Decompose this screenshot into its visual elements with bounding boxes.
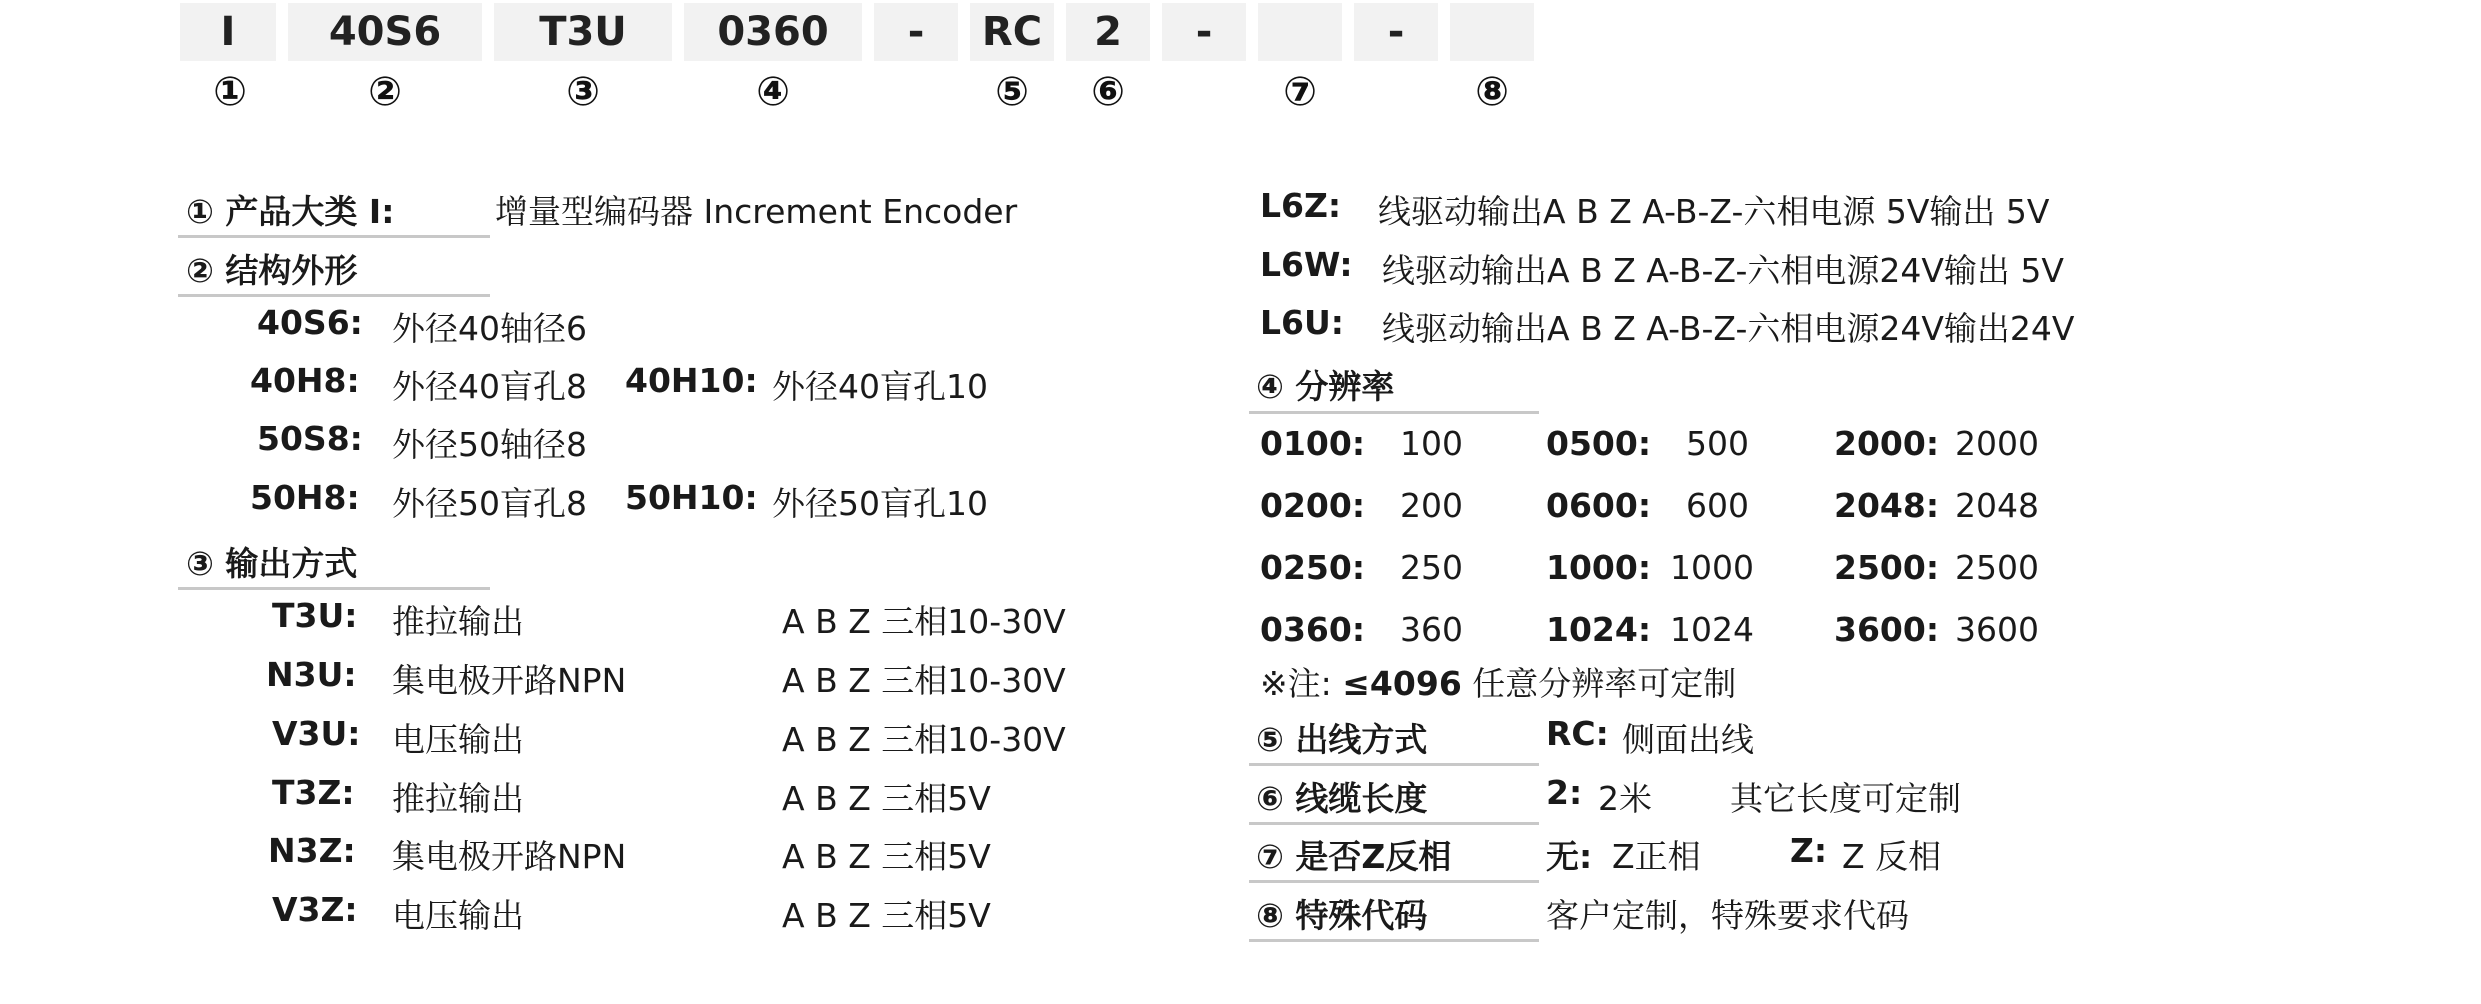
resolution-code: 0250: [1260,548,1366,587]
code-box-dash-1: - [874,3,958,61]
structure-desc: 外径40盲孔10 [772,367,988,406]
resolution-code: 0600: [1546,486,1652,525]
section4-rule [1249,411,1539,414]
output-type: 电压输出 [392,720,524,759]
resolution-code: 0360: [1260,610,1366,649]
marker-4: ④ [756,69,790,115]
resolution-code: 2500: [1834,548,1940,587]
code-box-8 [1450,3,1534,61]
resolution-value: 3600 [1955,610,2039,649]
output-code: N3U: [266,655,357,694]
structure-code: 50H8: [250,478,360,517]
marker-8: ⑧ [1475,69,1509,115]
section4-title: ④ 分辨率 [1256,367,1395,406]
section1-desc: 增量型编码器 Increment Encoder [495,192,1018,231]
output-type: 推拉输出 [392,602,524,641]
resolution-value: 2000 [1955,424,2039,463]
output-spec: A B Z 三相10-30V [782,720,1066,759]
marker-7: ⑦ [1283,69,1317,115]
structure-desc: 外径50盲孔10 [772,484,988,523]
structure-code: 40S6: [257,303,363,342]
section7-code2: Z: [1790,831,1828,870]
marker-3: ③ [566,69,600,115]
section6-rule [1249,822,1539,825]
resolution-code: 0100: [1260,424,1366,463]
resolution-code: 3600: [1834,610,1940,649]
section7-desc2: Z 反相 [1842,837,1942,876]
section6-extra: 其它长度可定制 [1730,779,1961,818]
output-spec: A B Z 三相5V [782,779,991,818]
resolution-code: 2000: [1834,424,1940,463]
line-driver-code: L6W: [1260,245,1353,284]
code-box-dash-2: - [1162,3,1246,61]
line-driver-desc: 线驱动输出A B Z A-B-Z-六相电源24V输出 5V [1382,251,2064,290]
line-driver-code: L6Z: [1260,186,1342,225]
output-code: T3Z: [272,773,355,812]
output-spec: A B Z 三相10-30V [782,661,1066,700]
resolution-code: 0200: [1260,486,1366,525]
section5-rule [1249,763,1539,766]
section6-title: ⑥ 线缆长度 [1256,779,1428,818]
line-driver-desc: 线驱动输出A B Z A-B-Z-六相电源24V输出24V [1382,309,2075,348]
resolution-code: 1024: [1546,610,1652,649]
structure-code: 50H10: [625,478,758,517]
code-box-3: T3U [494,3,672,61]
section5-title: ⑤ 出线方式 [1256,720,1428,759]
section1-rule [178,235,490,238]
marker-2: ② [368,69,402,115]
resolution-value: 500 [1686,424,1749,463]
structure-code: 40H10: [625,361,758,400]
resolution-value: 600 [1686,486,1749,525]
code-box-4: 0360 [684,3,862,61]
section2-title: ② 结构外形 [186,251,358,290]
section6-code: 2: [1546,773,1583,812]
section8-desc: 客户定制，特殊要求代码 [1546,896,1909,935]
code-box-6: 2 [1066,3,1150,61]
resolution-code: 1000: [1546,548,1652,587]
resolution-note [1260,658,1736,705]
section3-rule [178,587,490,590]
marker-5: ⑤ [995,69,1029,115]
structure-code: 50S8: [257,419,363,458]
output-code: T3U: [272,596,358,635]
section6-desc: 2米 [1598,779,1652,818]
section8-title: ⑧ 特殊代码 [1256,896,1428,935]
resolution-value: 250 [1400,548,1463,587]
structure-desc: 外径50盲孔8 [392,484,587,523]
resolution-value: 2500 [1955,548,2039,587]
resolution-code: 2048: [1834,486,1940,525]
line-driver-desc: 线驱动输出A B Z A-B-Z-六相电源 5V输出 5V [1378,192,2050,231]
section5-desc: 侧面出线 [1622,720,1754,759]
code-box-2: 40S6 [288,3,482,61]
output-code: V3U: [272,714,361,753]
output-spec: A B Z 三相5V [782,837,991,876]
section5-code: RC: [1546,714,1609,753]
resolution-value: 2048 [1955,486,2039,525]
structure-desc: 外径40轴径6 [392,309,587,348]
output-spec: A B Z 三相10-30V [782,602,1066,641]
marker-6: ⑥ [1091,69,1125,115]
section2-rule [178,294,490,297]
structure-code: 40H8: [250,361,360,400]
line-driver-code: L6U: [1260,303,1344,342]
code-box-7 [1258,3,1342,61]
section3-title: ③ 输出方式 [186,544,358,583]
section8-rule [1249,939,1539,942]
resolution-value: 200 [1400,486,1463,525]
output-type: 推拉输出 [392,779,524,818]
structure-desc: 外径40盲孔8 [392,367,587,406]
section7-rule [1249,880,1539,883]
marker-1: ① [213,69,247,115]
output-type: 集电极开路NPN [392,837,627,876]
code-box-5: RC [970,3,1054,61]
resolution-value: 1000 [1670,548,1754,587]
resolution-code: 0500: [1546,424,1652,463]
output-type: 电压输出 [392,896,524,935]
code-box-dash-3: - [1354,3,1438,61]
section7-code: 无: [1546,837,1593,876]
note-text: 任意分辨率可定制 [1472,664,1737,703]
resolution-value: 360 [1400,610,1463,649]
resolution-value: 100 [1400,424,1463,463]
output-code: N3Z: [268,831,356,870]
note-limit: ≤4096 [1342,664,1462,703]
section1-title: ① 产品大类 I: [186,192,395,231]
note-prefix: ※注: [1260,664,1332,703]
structure-desc: 外径50轴径8 [392,425,587,464]
code-box-1: I [180,3,276,61]
section7-desc: Z正相 [1612,837,1701,876]
resolution-value: 1024 [1670,610,1754,649]
output-spec: A B Z 三相5V [782,896,991,935]
output-type: 集电极开路NPN [392,661,627,700]
section7-title: ⑦ 是否Z反相 [1256,837,1452,876]
output-code: V3Z: [272,890,358,929]
